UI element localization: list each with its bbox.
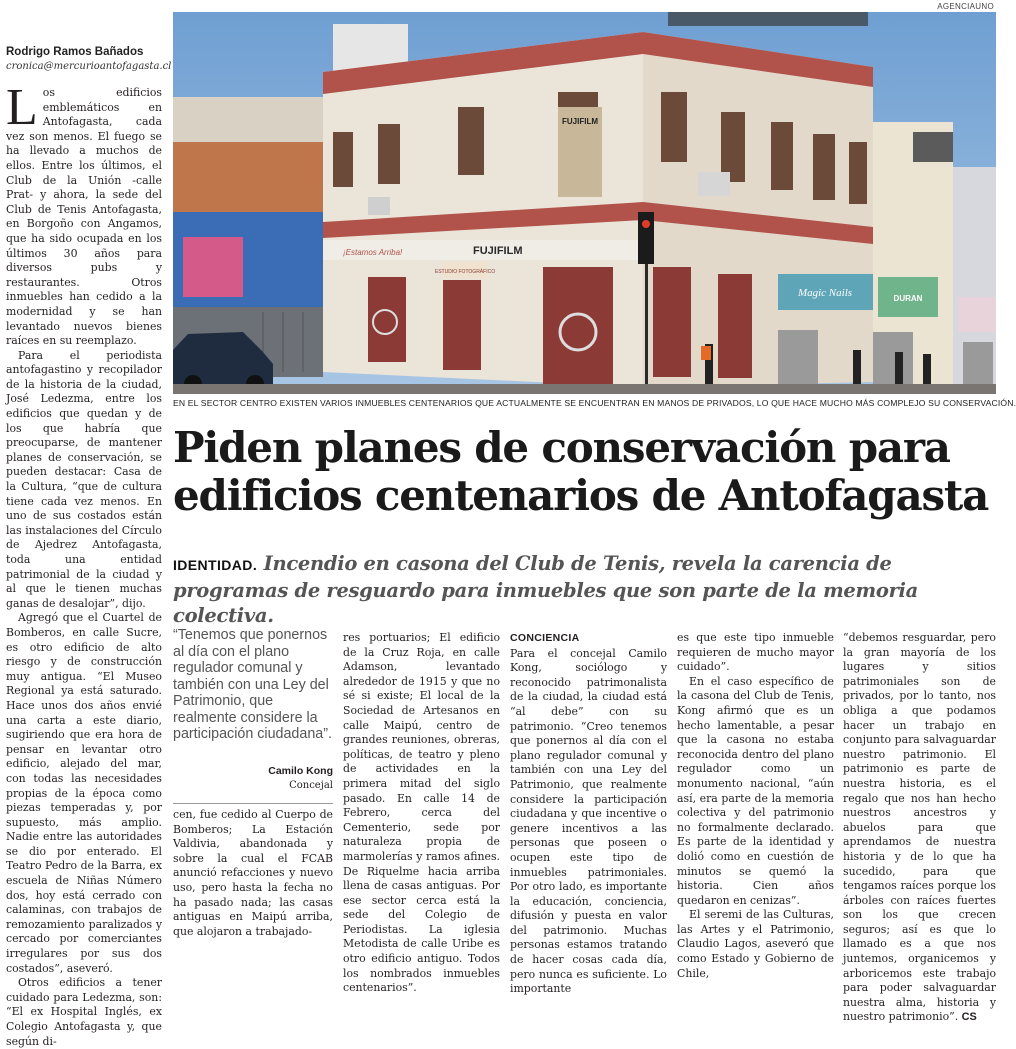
quote-role: Concejal bbox=[289, 779, 333, 791]
headline-line: edificios centenarios de Antofagasta bbox=[173, 471, 989, 520]
paragraph: El seremi de las Culturas, las Artes y el Patrimonio, Claudio Lagos, aseveró que como Estado y Gobierno de Chile, bbox=[677, 908, 834, 980]
paragraph: Agregó que el Cuartel de Bomberos, en calle Sucre, es otro edificio de alto riesgo y de construcción muy antigua. “El Museo Regional ya está saturado. Hace unos dos años envié una carta a este diario, sugiriendo que era hora de pensar en levantar otro edificio, alejado del mar, con todas las necesidades propias de la época como piezas temperadas y, por supuesto, más amplio. Nadie entre las autoridades se dio por enterado. El Teatro Pedro de la Barra, ex escuela de Niñas Número dos, hoy está cerrado con calaminas, con trabajos de remozamiento paralizados y cercado por comerciantes irregulares por sus dos costados”, aseveró. bbox=[6, 611, 162, 975]
paragraph: En el caso específico de la casona del Club de Tenis, Kong afirmó que es un hecho lamentable, a pesar que la casona no estaba reconocida dentro del plano regulador como un monumento nacional, “aún así, era parte de la memoria colectiva y del patrimonio no formalmente declarado. Es parte de la identidad y dolió como en cuestión de minutos se quemó la historia. Cien años quedaron en cenizas”. bbox=[677, 674, 834, 907]
paragraph: res portuarios; El edificio de la Cruz Roja, en calle Adamson, levantado alrededor de 1915 y que no sé si existe; El local de la Sociedad de Artesanos en calle Maipú, centro de grandes reuniones, obreras, políticas, de teatro y pleno de actividades en la primera mitad del siglo pasado. En calle 14 de Febrero, cerca del Cementerio, sede por naturaleza propia de marmolerías y ramos afines. De Riquelme hacia arriba llena de casas antiguas. Por ese sector cerca está la sede del Colegio de Periodistas. La iglesia Metodista de calle Uribe es otro edificio antiguo. Todos los nombrados inmuebles centenarios”. bbox=[343, 631, 500, 995]
photo-sign: ESTUDIO FOTOGRÁFICO bbox=[434, 269, 496, 275]
headline-line: Piden planes de conservación para bbox=[173, 423, 950, 472]
paragraph: Para el concejal Camilo Kong, sociólogo y reconocido patrimonalista de la ciudad, la ciudad está “al debe” con su patrimonio. “Creo tenemos que ponernos al día con el plano regulador comunal y también con una Ley del Patrimonio, que realmente considere la participación ciudadana y que incentive o genere incentivos a las personas que poseen o ocupen este tipo de inmuebles patrimoniales. Por otro lado, es importante la educación, conciencia, difusión y puesta en valor del patrimonio. Muchas personas estamos tratando de hacer cosas cada día, pero nunca es suficiente. Lo importante bbox=[510, 646, 667, 996]
photo-caption: EN EL SECTOR CENTRO EXISTEN VARIOS INMUEBLES CENTENARIOS QUE ACTUALMENTE SE ENCUENTRAN EN MANOS DE PRIVADOS, LO QUE HACE MUCHO MÁS COMPLEJO SU CONSERVACIÓN. bbox=[173, 398, 1016, 408]
paragraph: es que este tipo inmueble requieren de mucho mayor cuidado”. bbox=[677, 631, 834, 674]
byline-email[interactable]: cronica@mercurioantofagasta.cl bbox=[6, 61, 172, 72]
photo-sign: Magic Nails bbox=[797, 287, 853, 299]
photo-sign: DURAN bbox=[893, 294, 923, 303]
headline bbox=[173, 424, 996, 520]
pull-quote bbox=[173, 627, 333, 804]
article-column bbox=[173, 808, 333, 939]
end-mark: CS bbox=[961, 1011, 977, 1024]
quote-text: “Tenemos que ponernos al día con el plano regulador comunal y también con una Ley del Patrimonio, que realmente considere la participación ciudadana”. bbox=[173, 627, 332, 742]
subhead: CONCIENCIA bbox=[510, 632, 580, 644]
deck bbox=[173, 551, 996, 628]
divider bbox=[173, 803, 333, 804]
deck-text: Incendio en casona del Club de Tenis, revela la carencia de programas de resguardo para inmuebles que son parte de la memoria colectiva. bbox=[173, 552, 918, 627]
paragraph: “debemos resguardar, pero la gran mayoría de los lugares y sitios patrimoniales son de privados, por lo tanto, nos obliga a que podamos hacer un trabajo en conjunto para salvaguardar nuestro patrimonio. El patrimonio es parte de nuestra historia, es el regalo que nos han hecho nuestros ancestros y abuelos para que aprendamos de nuestra historia y de lo que ha sucedido, para que tengamos raíces porque los árboles con raíces fuertes son los que crecen seguros; así es que lo llamado es a que nos juntemos, organicemos y arboricemos este trabajo para poder salvaguardar nuestra alma, historia y nuestro patrimonio”. CS bbox=[843, 631, 996, 1024]
photo-sign: FUJIFILM bbox=[473, 245, 523, 257]
article-column bbox=[510, 631, 667, 997]
photo-sign: ¡Estamos Arriba! bbox=[343, 248, 403, 257]
photo-sign: FUJIFILM bbox=[562, 117, 598, 126]
paragraph: cen, fue cedido al Cuerpo de Bomberos; La Estación Valdivia, abandonada y sobre la cual el FCAB anunció refacciones y nuevo uso, pero hasta la fecha no ha pasado nada; las casas antiguas en Maipú arriba, que alojaron a trabajado- bbox=[173, 808, 333, 938]
article-photo bbox=[173, 12, 996, 394]
left-column bbox=[6, 46, 172, 1049]
photo-credit: AGENCIAUNO bbox=[937, 2, 994, 11]
quote-author: Camilo Kong bbox=[268, 764, 333, 777]
drop-cap: L bbox=[6, 79, 38, 136]
article-column bbox=[677, 631, 834, 981]
article-column bbox=[343, 631, 500, 996]
article-body-left bbox=[6, 79, 162, 1049]
section-label: IDENTIDAD. bbox=[173, 557, 258, 573]
byline-author: Rodrigo Ramos Bañados bbox=[6, 46, 144, 58]
paragraph: Los edificios emblemáticos en Antofagasta, cada vez son menos. El fuego se ha llevado a muchos de ellos. Entre los últimos, el Club de la Unión -calle Prat- y ahora, la sede del Club de Tenis Antofagasta, en Borgoño con Angamos, que ha sido ocupada en los últimos 30 años para diversos pubs y restaurantes. Otros inmuebles han cedido a la modernidad y se han levantado nuevos bienes raíces en su reemplazo. bbox=[6, 79, 162, 348]
paragraph: Otros edificios a tener cuidado para Ledezma, son: “El ex Hospital Inglés, ex Colegio Antofagasta y, que según di- bbox=[6, 976, 162, 1048]
paragraph: Para el periodista antofagastino y recopilador de la historia de la ciudad, José Ledezma, entre los edificios que quedan y de los que habría que preocuparse, de mantener planes de conservación, se pueden destacar: Casa de la Cultura, “que de cultura tiene cada vez menos. En uno de sus costados están las instalaciones del Círculo de Ajedrez Antofagasta, toda una entidad patrimonial de la ciudad y al que le tienen muchas ganas de desalojar”, dijo. bbox=[6, 348, 162, 610]
article-column bbox=[843, 631, 996, 1025]
